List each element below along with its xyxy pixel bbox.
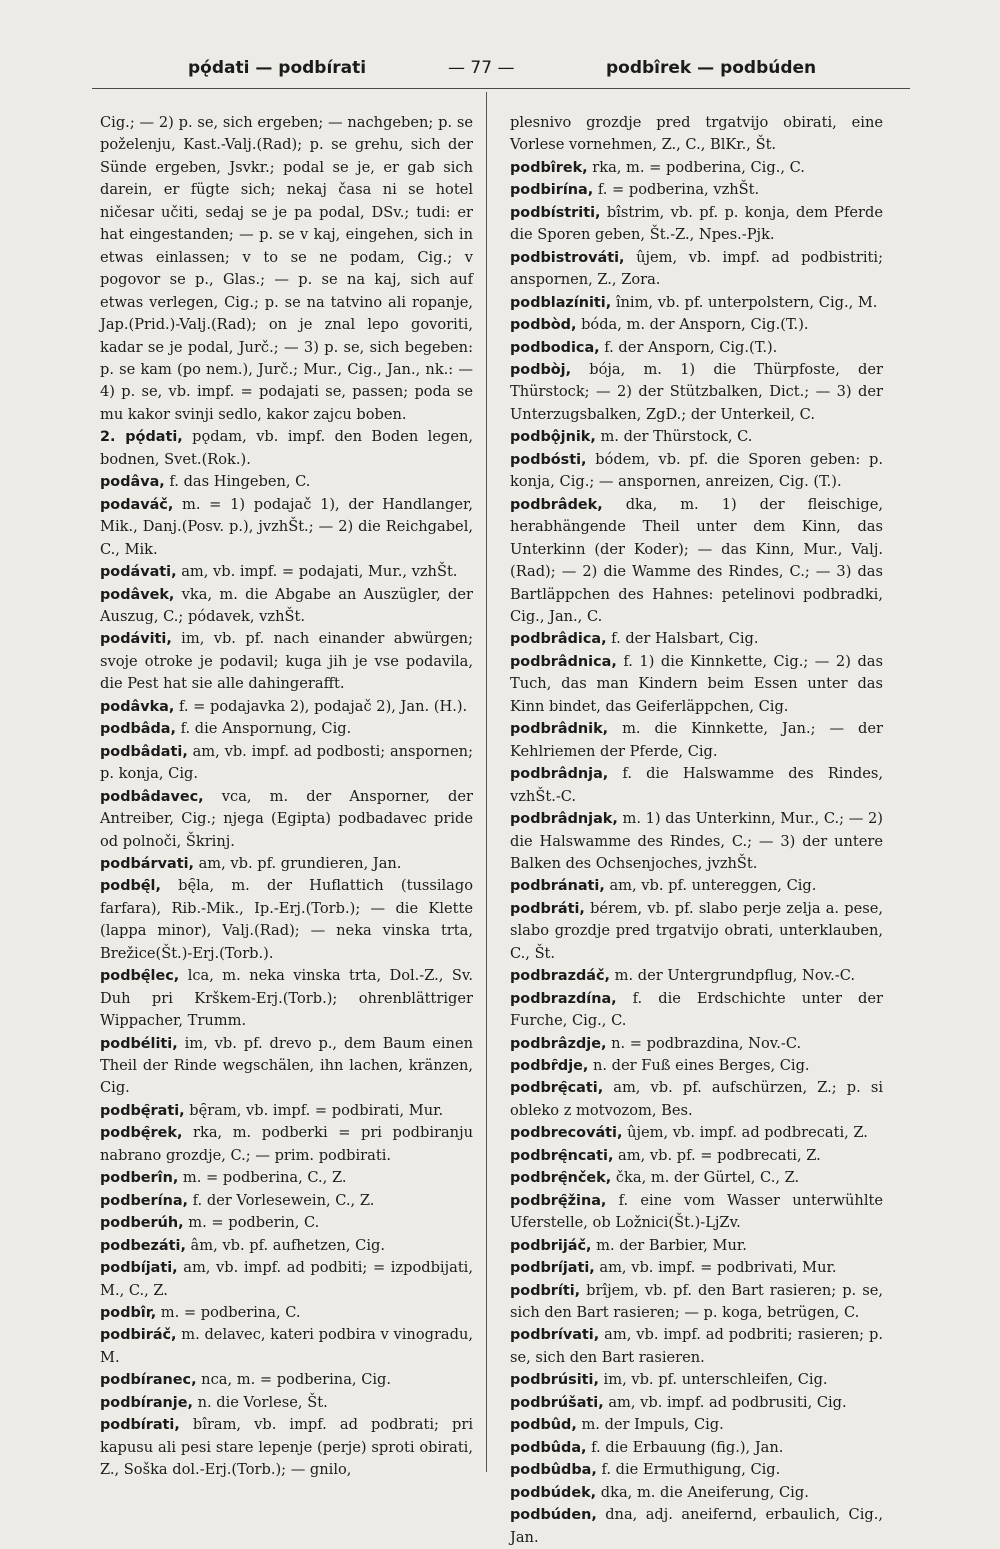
entry-headword: podbûd, (510, 1417, 577, 1434)
dictionary-entry (100, 426, 473, 471)
entry-definition: čka, m. der Gürtel, C., Z. (611, 1169, 800, 1187)
entry-headword: podaváč, (100, 496, 174, 513)
entry-definition: f. die Halswamme des Rindes, vzhŠt.-C. (510, 765, 883, 805)
entry-headword: podâvek, (100, 586, 175, 603)
entry-headword: 2. pǫ́dati, (100, 429, 183, 446)
dictionary-entry (100, 1414, 473, 1481)
dictionary-entry (100, 1212, 473, 1234)
dictionary-entry (510, 1369, 883, 1391)
dictionary-entry (510, 247, 883, 292)
entry-definition: ûjem, vb. impf. ad podbistriti; anspornen, Z., Zora. (510, 248, 883, 289)
dictionary-entry (100, 494, 473, 561)
dictionary-entry (510, 988, 883, 1033)
entry-definition: bóda, m. der Ansporn, Cig.(T.). (576, 316, 809, 334)
entry-headword: podbrívati, (510, 1327, 600, 1344)
entry-definition: înim, vb. pf. unterpolstern, Cig., M. (611, 293, 878, 311)
entry-definition: am, vb. impf. = podbrivati, Mur. (594, 1259, 837, 1277)
entry-definition: f. der Vorlesewein, C., Z. (188, 1191, 375, 1209)
entry-definition: f. eine vom Wasser unterwühlte Uferstelle, ob Ložnici(Št.)-LjZv. (510, 1191, 883, 1232)
entry-definition: im, vb. pf. unterschleifen, Cig. (598, 1371, 828, 1389)
dictionary-entry (510, 1145, 883, 1167)
entry-headword: podbúden, (510, 1507, 597, 1524)
entry-headword: podbráti, (510, 900, 585, 917)
dictionary-entry (100, 696, 473, 718)
entry-headword: podbrę̑ncati, (510, 1147, 614, 1164)
entry-definition: m. die Kinnkette, Jan.; — der Kehlriemen der Pferde, Cig. (510, 720, 883, 760)
entry-definition: f. das Hingeben, C. (164, 473, 311, 491)
entry-definition: ûjem, vb. impf. ad podbrecati, Z. (622, 1124, 868, 1142)
entry-headword: podbránati, (510, 878, 605, 895)
dictionary-entry (100, 965, 473, 1032)
dictionary-entry (100, 1033, 473, 1100)
entry-definition: am, vb. impf. ad podbriti; rasieren; p. se, sich den Bart rasieren. (510, 1326, 883, 1366)
entry-headword: podbístriti, (510, 204, 601, 221)
entry-headword: podbǫ̂jnik, (510, 429, 596, 446)
entry-headword: podberîn, (100, 1170, 179, 1187)
entry-definition: Cig.; — 2) p. se, sich ergeben; — nachgeben; p. se poželenju, Kast.-Valj.(Rad); p. se grehu, sich der Sünde ergeben, Jsvkr.; podal se je, er gab sich darein, er fügte sich; nekaj časa ni se hotel ničesar učiti, sedaj se je pa podal, DSv.; tudi: er hat eingestanden; — p. se v kaj, eingehen, sich in etwas einlassen; v to se ne podam, Cig.; v pogovor se p., Glas.; — p. se na kaj, sich auf etwas verlegen, Cig.; p. se na tatvino ali ropanje, Jap.(Prid.)-Valj.(Rad); on je znal lepo govoriti, kadar se je podal, Jurč.; — 3) p. se, sich begeben: p. se kam (po nem.), Jurč.; Mur., Cig., Jan., nk.: — 4) p. se, vb. impf. = podajati se, passen; poda se mu kakor svinji sedlo, kakor zajcu boben. (100, 114, 473, 423)
dictionary-entry (100, 1302, 473, 1324)
header-rule (92, 88, 910, 89)
dictionary-entry (100, 112, 473, 426)
dictionary-entry (100, 1235, 473, 1257)
entry-definition: m. der Untergrundpflug, Nov.-C. (609, 967, 855, 985)
dictionary-entry (510, 1504, 883, 1549)
dictionary-entry (510, 426, 883, 448)
dictionary-entry (510, 112, 883, 157)
entry-headword: podáviti, (100, 631, 172, 648)
entry-headword: podbirína, (510, 182, 594, 199)
entry-headword: podâva, (100, 474, 165, 491)
dictionary-entry (510, 157, 883, 179)
dictionary-entry (510, 292, 883, 314)
entry-headword: podbûdba, (510, 1462, 597, 1479)
dictionary-entry (510, 875, 883, 897)
entry-headword: podbrę̑cati, (510, 1080, 604, 1097)
dictionary-entry (510, 359, 883, 426)
entry-headword: podberína, (100, 1192, 189, 1209)
entry-headword: podbrazdína, (510, 990, 617, 1007)
dictionary-entry (100, 628, 473, 695)
entry-headword: podbȓdje, (510, 1058, 589, 1075)
entry-headword: podbrúšati, (510, 1394, 604, 1411)
entry-definition: m. der Impuls, Cig. (576, 1416, 724, 1434)
entry-definition: im, vb. pf. drevo p., dem Baum einen Theil der Rinde wegschälen, ihn lachen, kränzen, Cig. (100, 1034, 473, 1097)
dictionary-entry (510, 763, 883, 808)
entry-headword: podbûda, (510, 1439, 587, 1456)
entry-definition: bę̑ram, vb. impf. = podbirati, Mur. (184, 1101, 444, 1119)
entry-headword: podbrâdnja, (510, 766, 609, 783)
dictionary-entry (510, 449, 883, 494)
entry-headword: podbíranje, (100, 1394, 193, 1411)
entry-definition: f. = podajavka 2), podajač 2), Jan. (H.). (174, 697, 468, 715)
dictionary-entry (510, 1280, 883, 1325)
header-left-guide-words: pǫ́dati — podbírati (188, 58, 367, 78)
entry-headword: podbòd, (510, 317, 577, 334)
entry-definition: am, vb. impf. = podajati, Mur., vzhŠt. (176, 563, 458, 581)
entry-headword: podbâdavec, (100, 788, 204, 805)
entry-headword: podbiráč, (100, 1327, 177, 1344)
entry-headword: podávati, (100, 564, 177, 581)
entry-definition: f. der Halsbart, Cig. (606, 630, 759, 648)
dictionary-entry (510, 314, 883, 336)
dictionary-entry (510, 337, 883, 359)
entry-definition: am, vb. pf. = podbrecati, Z. (613, 1146, 821, 1164)
dictionary-entry (510, 1033, 883, 1055)
dictionary-entry (100, 741, 473, 786)
entry-definition: bîram, vb. impf. ad podbrati; pri kapusu ali pesi stare lepenje (perje) sproti obirati, Z., Soška dol.-Erj.(Torb.); — gnilo, (100, 1416, 473, 1479)
dictionary-entry (510, 1235, 883, 1257)
entry-headword: podbrâdnica, (510, 653, 617, 670)
entry-headword: podbę̑lec, (100, 968, 180, 985)
entry-definition: am, vb. pf. grundieren, Jan. (193, 854, 402, 872)
entry-headword: podbíranec, (100, 1372, 197, 1389)
dictionary-entry (510, 494, 883, 629)
dictionary-entry (100, 853, 473, 875)
entry-definition: bódem, vb. pf. die Sporen geben: p. konja, Cig.; — anspornen, anreizen, Cig. (T.). (510, 450, 883, 491)
dictionary-entry (510, 651, 883, 718)
entry-headword: podbòj, (510, 361, 572, 378)
entry-headword: podbâda, (100, 721, 176, 738)
entry-headword: podbrúsiti, (510, 1372, 599, 1389)
entry-headword: podbéliti, (100, 1035, 178, 1052)
entry-headword: podbrâdnjak, (510, 811, 618, 828)
entry-definition: m. der Thürstock, C. (595, 428, 753, 446)
entry-definition: bója, m. 1) die Thürpfoste, der Thürstock; — 2) der Stützbalken, Dict.; — 3) der Unterzugsbalken, ZgD.; der Unterkeil, C. (510, 360, 883, 423)
entry-definition: dna, adj. aneifernd, erbaulich, Cig., Jan. (510, 1506, 883, 1546)
dictionary-entry (100, 718, 473, 740)
entry-definition: âm, vb. pf. aufhetzen, Cig. (185, 1236, 385, 1254)
entry-definition: f. 1) die Kinnkette, Cig.; — 2) das Tuch, das man Kindern beim Essen unter das Kinn bindet, das Geiferläppchen, Cig. (510, 652, 883, 715)
entry-headword: podbodica, (510, 339, 600, 356)
entry-definition: n. die Vorlese, Št. (192, 1393, 328, 1411)
entry-definition: vka, m. die Abgabe an Auszügler, der Auszug, C.; pódavek, vzhŠt. (100, 585, 473, 625)
dictionary-entry (100, 1257, 473, 1302)
dictionary-entry (100, 584, 473, 629)
entry-definition: m. = podberina, C. (156, 1304, 301, 1322)
dictionary-entry (510, 1257, 883, 1279)
dictionary-entry (510, 718, 883, 763)
dictionary-entry (510, 202, 883, 247)
entry-definition: f. die Ermuthigung, Cig. (596, 1461, 781, 1479)
dictionary-entry (100, 1392, 473, 1414)
entry-definition: lca, m. neka vinska trta, Dol.-Z., Sv. Duh pri Krškem-Erj.(Torb.); ohrenblättriger Wippacher, Trumm. (100, 967, 473, 1030)
entry-headword: podberúh, (100, 1215, 184, 1232)
entry-definition: m. = podberin, C. (183, 1214, 320, 1232)
dictionary-entry (510, 1077, 883, 1122)
entry-definition: n. der Fuß eines Berges, Cig. (588, 1057, 810, 1075)
dictionary-entry (510, 898, 883, 965)
entry-definition: bîstrim, vb. pf. p. konja, dem Pferde die Sporen geben, Št.-Z., Npes.-Pjk. (510, 203, 883, 244)
right-column (510, 112, 883, 1549)
dictionary-entry (510, 1167, 883, 1189)
entry-headword: podbárvati, (100, 855, 194, 872)
dictionary-entry (510, 179, 883, 201)
entry-definition: m. 1) das Unterkinn, Mur., C.; — 2) die Halswamme des Rindes, C.; — 3) der untere Balken des Ochsenjoches, jvzhŠt. (510, 810, 883, 872)
dictionary-entry (510, 1392, 883, 1414)
entry-headword: podbríjati, (510, 1260, 595, 1277)
dictionary-entry (100, 1122, 473, 1167)
dictionary-entry (510, 808, 883, 875)
dictionary-entry (100, 561, 473, 583)
dictionary-entry (510, 1437, 883, 1459)
entry-headword: podbę̑rek, (100, 1125, 183, 1142)
entry-definition: bérem, vb. pf. slabo perje zelja a. pese, slabo grozdje pred trgatvijo obrati, unterklauben, C., Št. (510, 899, 883, 962)
entry-headword: podbâdati, (100, 743, 188, 760)
page-number: — 77 — (448, 58, 515, 78)
dictionary-entry (510, 965, 883, 987)
dictionary-entry (100, 786, 473, 853)
entry-headword: podbúdek, (510, 1484, 597, 1501)
entry-headword: podbírati, (100, 1417, 180, 1434)
entry-definition: am, vb. impf. ad podbrusiti, Cig. (603, 1393, 847, 1411)
dictionary-entry (510, 1459, 883, 1481)
entry-definition: im, vb. pf. nach einander abwürgen; svoje otroke je podavil; kuga jih je vse podavila, die Pest hat sie alle dahingerafft. (100, 630, 473, 693)
entry-headword: podbę̑rati, (100, 1102, 185, 1119)
entry-headword: podbrâdnik, (510, 721, 609, 738)
entry-definition: nca, m. = podberina, Cig. (196, 1371, 392, 1389)
entry-headword: podbrazdáč, (510, 968, 610, 985)
header-right-guide-words: podbîrek — podbúden (606, 58, 817, 78)
dictionary-entry (510, 1482, 883, 1504)
dictionary-entry (100, 1324, 473, 1369)
dictionary-entry (510, 1190, 883, 1235)
entry-definition: n. = podbrazdina, Nov.-C. (606, 1034, 802, 1052)
entry-headword: podbósti, (510, 451, 587, 468)
entry-definition: rka, m. = podberina, Cig., C. (587, 158, 805, 176)
dictionary-entry (100, 1167, 473, 1189)
entry-definition: dka, m. die Aneiferung, Cig. (596, 1483, 809, 1501)
dictionary-entry (510, 1324, 883, 1369)
dictionary-entry (100, 1100, 473, 1122)
entry-definition: dka, m. 1) der fleischige, herabhängende Theil unter dem Kinn, das Unterkinn (der Koder); — das Kinn, Mur., Valj. (Rad); — 2) die Wamme des Rindes, C.; — 3) das Bartläppchen des Hahnes: petelinovi podbradki, Cig., Jan., C. (510, 495, 883, 625)
entry-definition: rka, m. podberki = pri podbiranju nabrano grozdje, C.; — prim. podbirati. (100, 1124, 473, 1164)
dictionary-entry (510, 628, 883, 650)
entry-headword: podbrę̑žina, (510, 1192, 607, 1209)
entry-headword: podbrecováti, (510, 1125, 623, 1142)
dictionary-entry (100, 1369, 473, 1391)
entry-definition: am, vb. pf. untereggen, Cig. (604, 877, 817, 895)
entry-definition: bę̑la, m. der Huflattich (tussilago farfara), Rib.-Mik., Ip.-Erj.(Torb.); — die Klette (lappa minor), Valj.(Rad); — neka vinska trta, Brežice(Št.)-Erj.(Torb.). (100, 877, 473, 962)
column-divider (486, 92, 487, 1472)
entry-headword: podbíjati, (100, 1260, 178, 1277)
entry-definition: f. die Anspornung, Cig. (175, 720, 352, 738)
entry-definition: f. die Erdschichte unter der Furche, Cig., C. (510, 989, 883, 1030)
entry-definition: pǫdam, vb. impf. den Boden legen, bodnen, Svet.(Rok.). (100, 428, 473, 468)
entry-headword: podbę̑l, (100, 878, 161, 895)
entry-definition: vca, m. der Ansporner, der Antreiber, Cig.; njega (Egipta) podbadavec pride od polnoči, Škrinj. (100, 787, 473, 850)
entry-headword: podbrâdek, (510, 496, 603, 513)
dictionary-entry (510, 1122, 883, 1144)
dictionary-entry (100, 875, 473, 965)
entry-headword: podblazíniti, (510, 294, 612, 311)
entry-definition: f. der Ansporn, Cig.(T.). (599, 338, 778, 356)
entry-definition: m. = podberina, C., Z. (178, 1169, 347, 1187)
entry-definition: brîjem, vb. pf. den Bart rasieren; p. se, sich den Bart rasieren; — p. koga, betrügen, C. (510, 1281, 883, 1322)
dictionary-entry (510, 1055, 883, 1077)
entry-headword: podbríti, (510, 1282, 581, 1299)
entry-headword: podâvka, (100, 698, 175, 715)
entry-definition: am, vb. pf. aufschürzen, Z.; p. si obleko z motvozom, Bes. (510, 1079, 883, 1119)
dictionary-entry (100, 1190, 473, 1212)
entry-definition: f. die Erbauung (fig.), Jan. (586, 1438, 784, 1456)
entry-definition: m. delavec, kateri podbira v vinogradu, M. (100, 1326, 473, 1366)
entry-headword: podbrijáč, (510, 1237, 592, 1254)
entry-definition: am, vb. impf. ad podbiti; = izpodbijati, M., C., Z. (100, 1259, 473, 1299)
entry-definition: plesnivo grozdje pred trgatvijo obirati, eine Vorlese vornehmen, Z., C., BlKr., Št. (510, 114, 883, 154)
entry-headword: podbistrováti, (510, 249, 625, 266)
entry-headword: podbrâzdje, (510, 1035, 607, 1052)
entry-headword: podbîrek, (510, 159, 588, 176)
entry-definition: m. der Barbier, Mur. (591, 1236, 747, 1254)
entry-definition: m. = 1) podajač 1), der Handlanger, Mik., Danj.(Posv. p.), jvzhŠt.; — 2) die Reichgabel, C., Mik. (100, 495, 473, 558)
dictionary-entry (510, 1414, 883, 1436)
left-column (100, 112, 473, 1482)
page-header (98, 52, 918, 88)
entry-definition: am, vb. impf. ad podbosti; anspornen; p. konja, Cig. (100, 742, 473, 783)
entry-headword: podbezáti, (100, 1237, 186, 1254)
entry-headword: podbrę̑nček, (510, 1170, 612, 1187)
entry-headword: podbîr, (100, 1305, 157, 1322)
dictionary-entry (100, 471, 473, 493)
entry-headword: podbrâdica, (510, 631, 607, 648)
entry-definition: f. = podberina, vzhŠt. (593, 181, 760, 199)
